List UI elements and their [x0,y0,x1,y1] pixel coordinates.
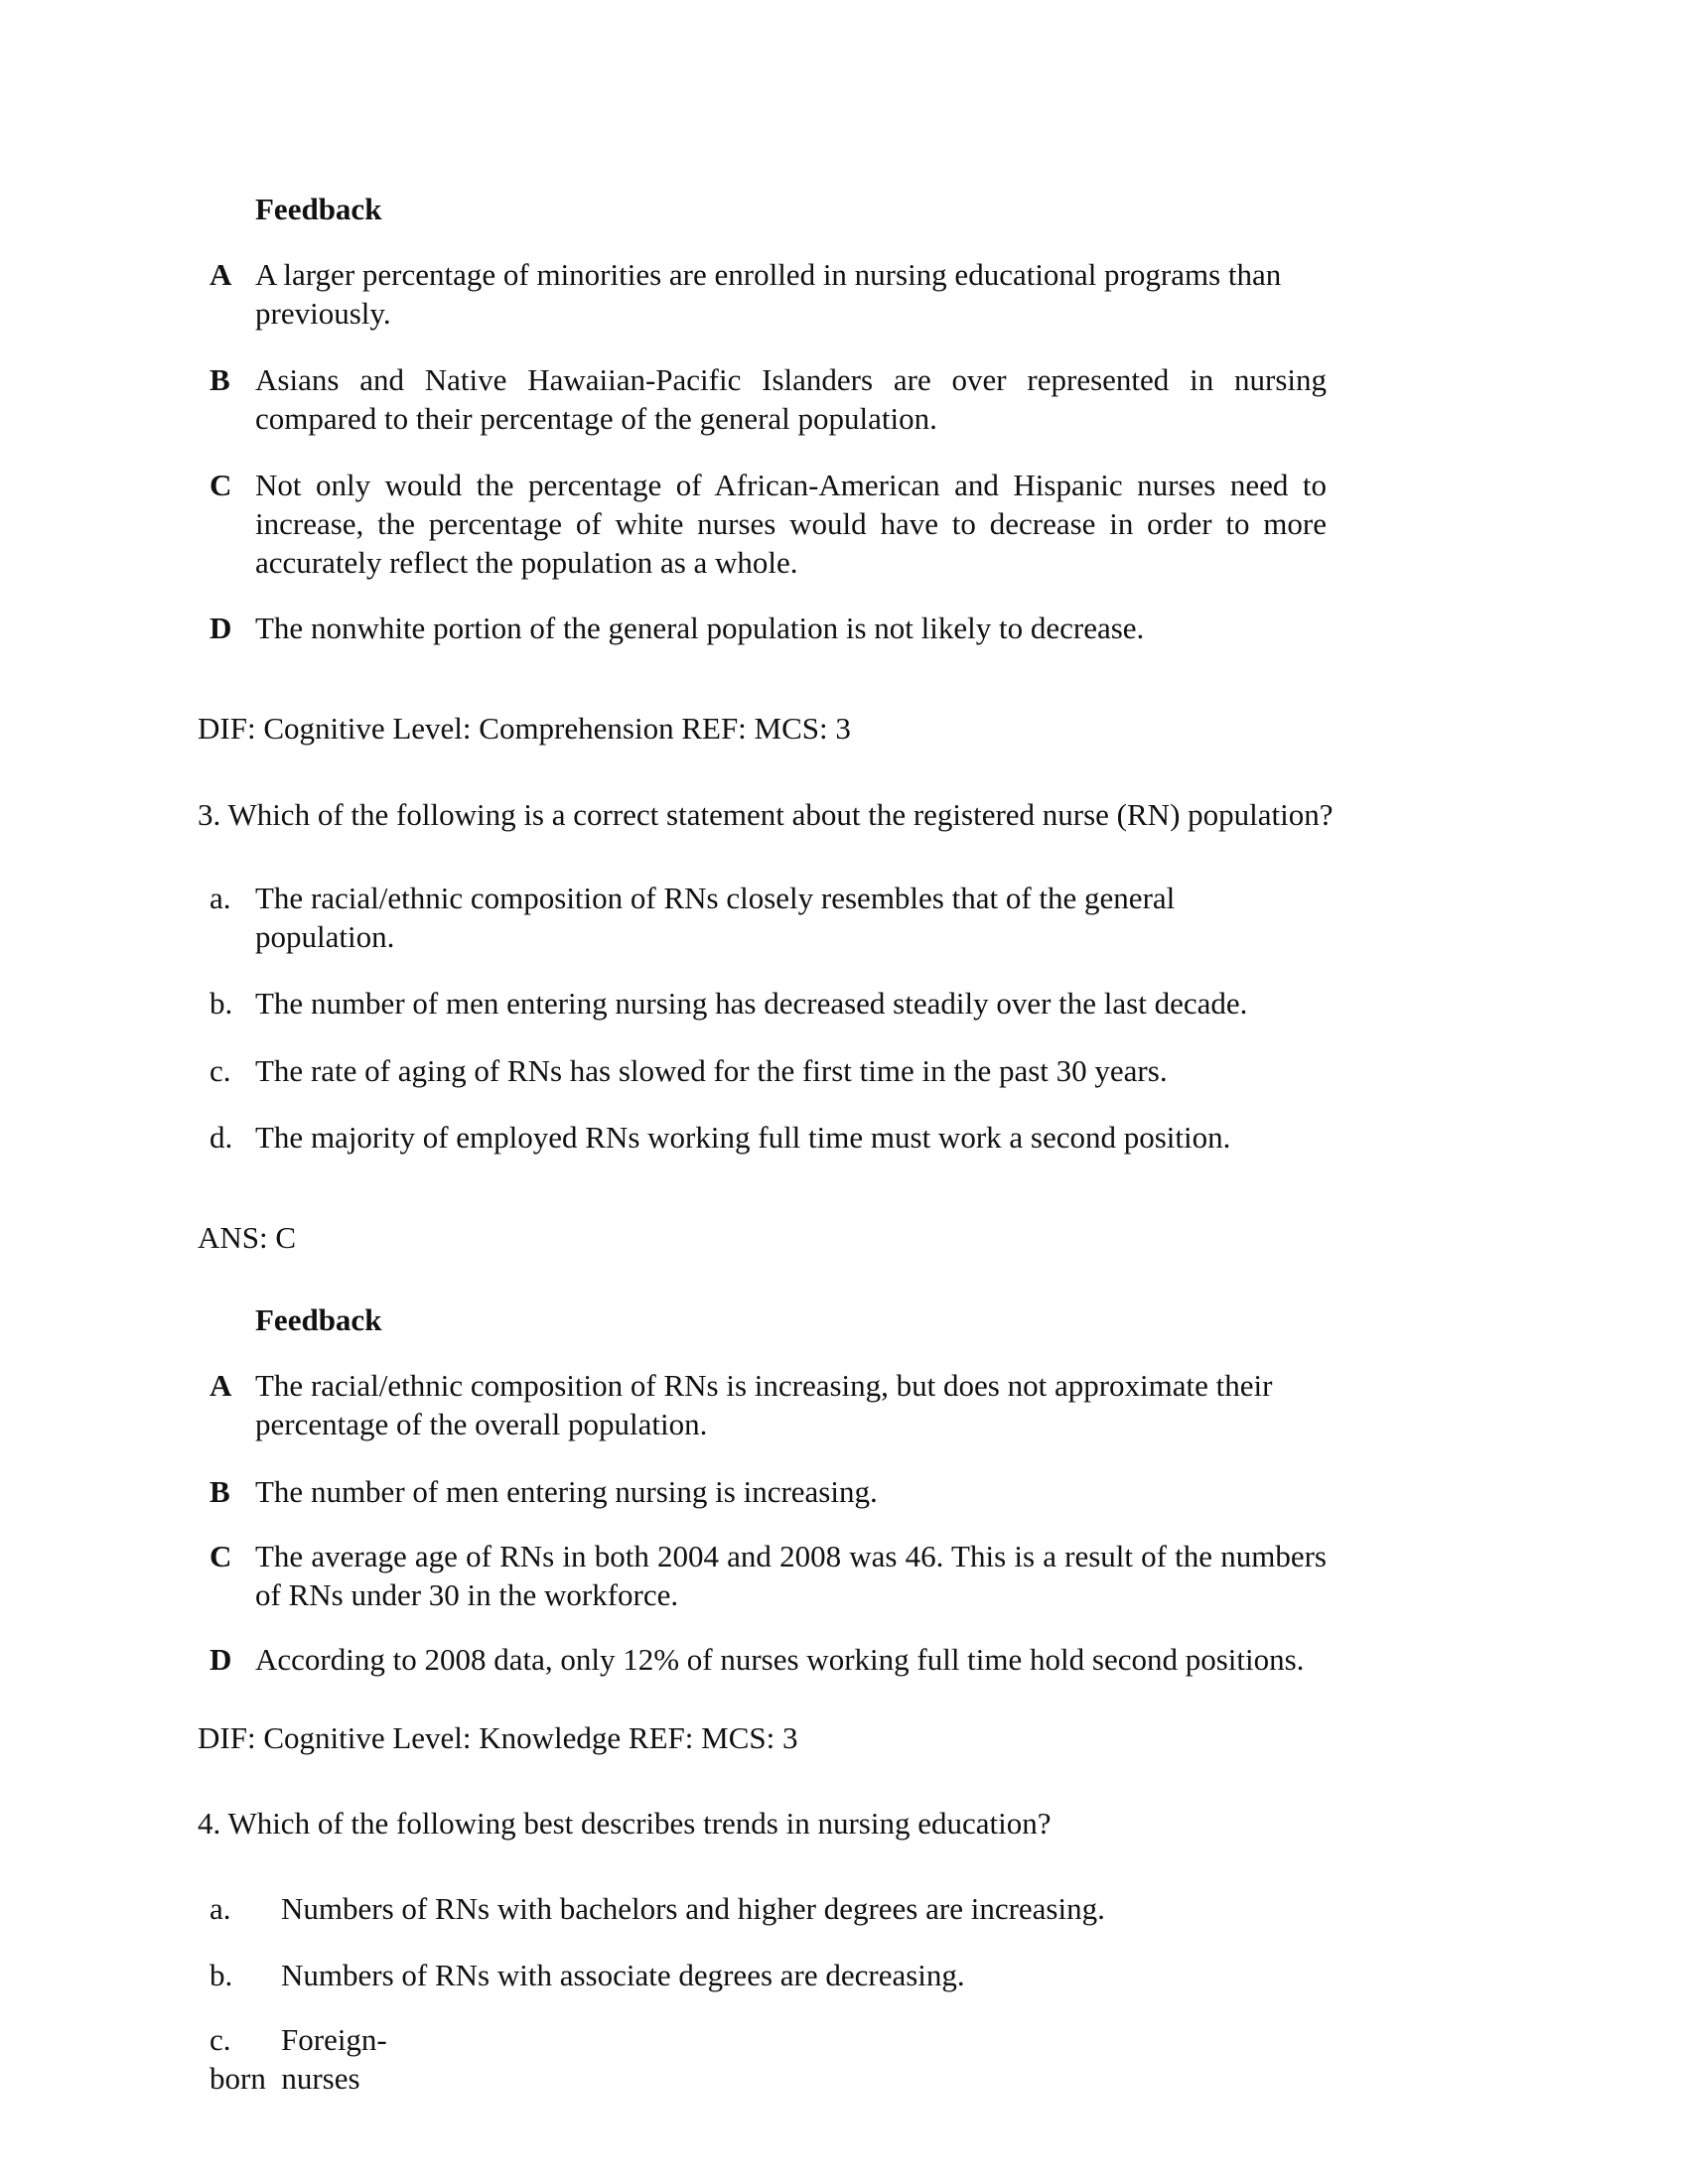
feedback-text: A larger percentage of minorities are enrolled in nursing educational programs than previously. [255,257,1282,331]
feedback-text: The number of men entering nursing is increasing. [255,1474,878,1509]
option-letter: c. [210,1053,231,1088]
option-text: Numbers of RNs with associate degrees are decreasing. [281,1958,965,1992]
feedback-text: The racial/ethnic composition of RNs is increasing, but does not approximate their percentage of the overall population. [255,1368,1273,1441]
feedback-text: Asians and Native Hawaiian-Pacific Islanders are over represented in nursing compared to their percentage of the general population. [255,362,1327,436]
feedback-letter: C [210,468,232,502]
dif-line: DIF: Cognitive Level: Knowledge REF: MCS: 3 [198,1720,798,1755]
option-d [210,1118,1327,1157]
feedback-text: The nonwhite portion of the general population is not likely to decrease. [255,611,1145,645]
feedback-item [210,1640,1327,1679]
feedback-text: The average age of RNs in both 2004 and 2008 was 46. This is a result of the numbers of RNs under 30 in the workforce. [255,1539,1327,1612]
feedback-item [210,1472,1327,1511]
option-text: The racial/ethnic composition of RNs closely resembles that of the general population. [255,881,1176,954]
feedback-heading: Feedback [255,1302,382,1337]
option-letter: d. [210,1120,233,1155]
feedback-text: Not only would the percentage of African-American and Hispanic nurses need to increase, the percentage of white nurses would have to decrease in order to more accurately reflect the population as a whole. [255,468,1327,580]
feedback-item [210,255,1327,333]
feedback-letter: A [210,1368,232,1403]
option-letter: a. [210,1891,231,1926]
question-3: 3. Which of the following is a correct statement about the registered nurse (RN) population? [198,797,1334,832]
feedback-item [210,1537,1327,1614]
feedback-item [210,609,1327,647]
feedback-item [210,1366,1327,1443]
feedback-heading: Feedback [255,192,382,226]
option-b [210,984,1327,1023]
feedback-letter: B [210,362,230,397]
dif-line: DIF: Cognitive Level: Comprehension REF: MCS: 3 [198,711,851,746]
option-text: The majority of employed RNs working full time must work a second position. [255,1120,1231,1155]
feedback-item [210,360,1327,438]
option-letter: a. [210,881,231,915]
option-letter: b. [210,1958,233,1992]
feedback-letter: B [210,1474,230,1509]
option-text: Numbers of RNs with bachelors and higher degrees are increasing. [281,1891,1105,1926]
question-4: 4. Which of the following best describes trends in nursing education? [198,1806,1052,1841]
option-text: The number of men entering nursing has decreased steadily over the last decade. [255,986,1248,1021]
feedback-letter: A [210,257,232,292]
option-letter: b. [210,986,233,1021]
option-text: Foreign- [281,2022,387,2057]
feedback-item [210,466,1327,582]
option-letter: c. [210,2022,231,2057]
option-a [210,879,1266,956]
option-c [210,1051,1327,1090]
feedback-letter: C [210,1539,232,1573]
option-c-continuation: born nurses [210,2061,360,2096]
answer: ANS: C [198,1220,297,1255]
option-text: The rate of aging of RNs has slowed for the first time in the past 30 years. [255,1053,1168,1088]
feedback-letter: D [210,611,232,645]
feedback-letter: D [210,1642,232,1677]
feedback-text: According to 2008 data, only 12% of nurses working full time hold second positions. [255,1642,1305,1677]
